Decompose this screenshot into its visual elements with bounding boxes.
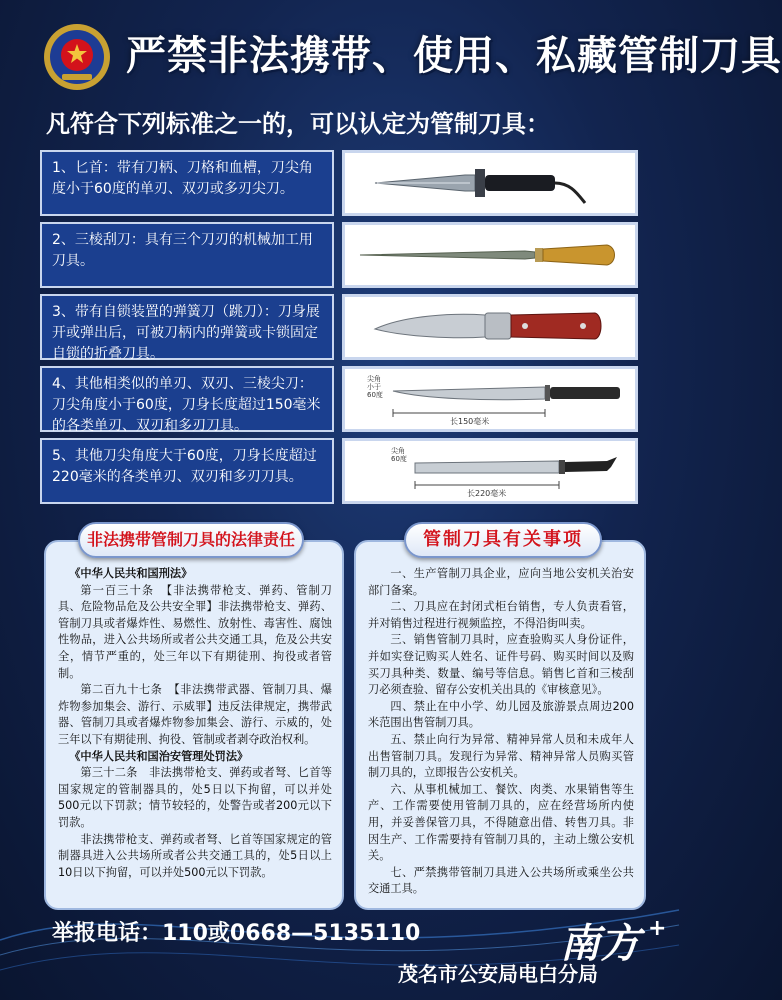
regulation-item: 七、严禁携带管制刀具进入公共场所或乘坐公共交通工具。 (368, 865, 634, 896)
regulation-item: 四、禁止在中小学、幼儿园及旅游景点周边200米范围出售管制刀具。 (368, 699, 634, 730)
knife-150mm-image (342, 366, 638, 432)
dagger-image (342, 150, 638, 216)
knife-220mm-image (342, 438, 638, 504)
criterion-row-triangular-scraper (40, 222, 640, 288)
criterion-row-switchblade (40, 294, 640, 360)
criterion-text: 4、其他相类似的单刃、双刃、三棱尖刀：刀尖角度小于60度，刀身长度超过150毫米的各类单刃、双刃和多刃刀具。 (40, 366, 334, 432)
regulation-item: 五、禁止向行为异常、精神异常人员和未成年人出售管制刀具。发现行为异常、精神异常人员购买管制刀具的，立即报告公安机关。 (368, 732, 634, 780)
regulation-item: 三、销售管制刀具时，应查验购买人身份证件，并如实登记购买人姓名、证件号码、购买时间以及购买刀具种类、数量、编号等信息。销售匕首和三棱刮刀必须查验、留存公安机关出具的《审核意见》。 (368, 633, 634, 697)
knife-220mm-icon (345, 441, 635, 501)
law-article: 第一百三十条 【非法携带枪支、弹药、管制刀具、危险物品危及公共安全罪】非法携带枪支、弹药、管制刀具或者爆炸性、易燃性、放射性、毒害性、腐蚀性物品，进入公共场所或者公共交通工具，危及公共安全，情节严重的，处三年以下有期徒刑、拘役或者管制。 (58, 583, 332, 680)
law-name: 《中华人民共和国刑法》 (69, 567, 193, 580)
angle-annotation-3: 60度 (367, 391, 383, 399)
criterion-text: 2、三棱刮刀：具有三个刀刃的机械加工用刀具。 (40, 222, 334, 288)
law-article: 第二百九十七条 【非法携带武器、管制刀具、爆炸物参加集会、游行、示威罪】违反法律规定，携带武器、管制刀具或者爆炸物参加集会、游行、示威的，处三年以下有期徒刑、拘役、管制或者剥夺政治权利。 (58, 683, 332, 746)
police-emblem-icon (42, 22, 112, 92)
law-article: 第三十二条 非法携带枪支、弹药或者弩、匕首等国家规定的管制器具的，处5日以下拘留，可以并处500元以下罚款；情节较轻的，处警告或者200元以下罚款。 (58, 766, 332, 829)
angle-annotation-2: 小于 (367, 383, 381, 391)
report-hotline: 举报电话：110或0668—5135110 (52, 921, 421, 946)
angle-annotation-1: 尖角 (391, 447, 405, 455)
nanfang-logo: 南方 (560, 920, 640, 967)
criterion-row-knife-150mm (40, 366, 640, 432)
switchblade-image (342, 294, 638, 360)
criterion-text: 5、其他刀尖角度大于60度，刀身长度超过220毫米的各类单刃、双刃和多刃刀具。 (40, 438, 334, 504)
regulation-item: 二、刀具应在封闭式柜台销售，专人负责看管，并对销售过程进行视频监控，不得沿街叫卖。 (368, 600, 634, 630)
length-annotation: 长220毫米 (467, 489, 507, 498)
legal-liability-panel (44, 540, 344, 910)
criterion-text: 3、带有自锁装置的弹簧刀（跳刀）：刀身展开或弹出后，可被刀柄内的弹簧或卡锁固定自锁的折叠刀具。 (40, 294, 334, 360)
issuing-bureau: 茂名市公安局电白分局 (398, 962, 598, 986)
angle-annotation-1: 尖角 (367, 375, 381, 383)
law-article: 非法携带枪支、弹药或者弩、匕首等国家规定的管制器具进入公共场所或者公共交通工具的，处5日以上10日以下拘留，可以并处500元以下罚款。 (58, 832, 332, 879)
law-name: 《中华人民共和国治安管理处罚法》 (69, 749, 249, 763)
regulation-item: 六、从事机械加工、餐饮、肉类、水果销售等生产、工作需要使用管制刀具的，应在经营场所内使用，并妥善保管刀具，不得随意出借、转售刀具。非因生产、工作需要持有管制刀具的，主动上缴公安机关。 (368, 782, 634, 863)
regulation-item: 一、生产管制刀具企业，应向当地公安机关治安部门备案。 (368, 567, 634, 597)
knife-150mm-icon (345, 369, 635, 429)
switchblade-icon (345, 297, 635, 357)
regulations-panel (354, 540, 646, 910)
criterion-row-dagger (40, 150, 640, 216)
criterion-row-knife-220mm (40, 438, 640, 504)
length-annotation: 长150毫米 (450, 417, 490, 426)
legal-liability-title: 非法携带管制刀具的法律责任 (78, 522, 304, 558)
triangular-scraper-icon (345, 225, 635, 285)
dagger-icon (345, 153, 635, 213)
subtitle: 凡符合下列标准之一的，可以认定为管制刀具： (46, 110, 550, 138)
angle-annotation-2: 60度 (391, 455, 407, 463)
criterion-text: 1、匕首：带有刀柄、刀格和血槽，刀尖角度小于60度的单刃、双刃或多刃尖刀。 (40, 150, 334, 216)
triangular-scraper-image (342, 222, 638, 288)
main-title: 严禁非法携带、使用、私藏管制刀具 (126, 33, 782, 79)
nanfang-logo-plus: + (648, 916, 667, 941)
regulations-title: 管制刀具有关事项 (404, 522, 602, 558)
